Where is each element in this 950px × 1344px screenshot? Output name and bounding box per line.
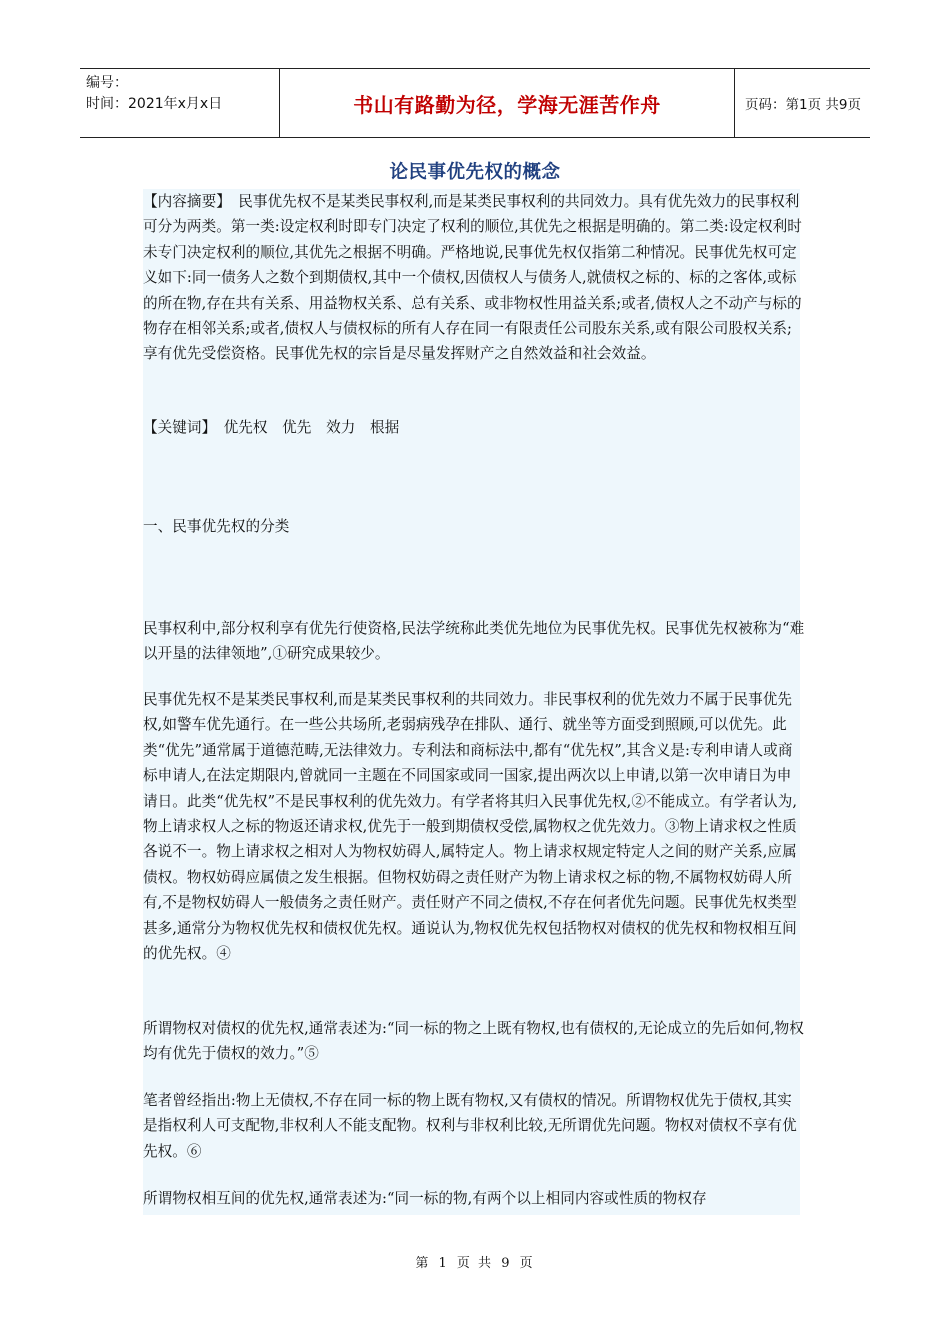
header-motto: 书山有路勤为径，学海无涯苦作舟: [280, 69, 735, 137]
body-paragraph: 笔者曾经指出:物上无债权,不存在同一标的物上既有物权,又有债权的情况。所谓物权优先于债权,其实是指权利人可支配物,非权利人不能支配物。权利与非权利比较,无所谓优先问题。物权对债权不享有优先权。⑥: [143, 1092, 797, 1160]
header-meta-cell: [80, 69, 280, 137]
footer-page-number: 1: [438, 1256, 449, 1271]
header-page-label: 页码：第1页 共9页: [745, 97, 861, 113]
keywords-line: 【关键词】 优先权 优先 效力 根据: [143, 419, 400, 436]
page-footer: [0, 1252, 950, 1271]
abstract-paragraph: 【内容摘要】 民事优先权不是某类民事权利,而是某类民事权利的共同效力。具有优先效力的民事权利可分为两类。第一类:设定权利时即专门决定了权利的顺位,其优先之根据是明确的。第二类:设定权利时未专门决定权利的顺位,其优先之根据不明确。严格地说,民事优先权仅指第二种情况。民事优先权可定义如下:同一债务人之数个到期债权,其中一个债权,因债权人与债务人,就债权之标的、标的之客体,或标的所在物,存在共有关系、用益物权关系、总有关系、或非物权性用益关系;或者,债权人之不动产与标的物存在相邻关系;或者,债权人与债权标的所有人存在同一有限责任公司股东关系,或有限公司股权关系;享有优先受偿资格。民事优先权的宗旨是尽量发挥财产之自然效益和社会效益。: [143, 193, 802, 363]
body-paragraph: 所谓物权对债权的优先权,通常表述为:“同一标的物之上既有物权,也有债权的,无论成立的先后如何,物权均有优先于债权的效力。”⑤: [143, 1020, 804, 1063]
footer-suffix: 页: [519, 1256, 535, 1271]
body-paragraph: 民事优先权不是某类民事权利,而是某类民事权利的共同效力。非民事权利的优先效力不属于民事优先权,如警车优先通行。在一些公共场所,老弱病残孕在排队、通行、就坐等方面受到照顾,可以优先。此类“优先”通常属于道德范畴,无法律效力。专利法和商标法中,都有“优先权”,其含义是:专利申请人或商标申请人,在法定期限内,曾就同一主题在不同国家或同一国家,提出两次以上申请,以第一次申请日为申请日。此类“优先权”不是民事权利的优先效力。有学者将其归入民事优先权,②不能成立。有学者认为,物上请求权人之标的物返还请求权,优先于一般到期债权受偿,属物权之优先效力。③物上请求权之性质各说不一。物上请求权之相对人为物权妨碍人,属特定人。物上请求权规定特定人之间的财产关系,应属债权。物权妨碍应属债之发生根据。但物权妨碍之责任财产为物上请求权之标的物,不属物权妨碍人所有,不是物权妨碍人一般债务之责任财产。责任财产不同之债权,不存在何者优先问题。民事优先权类型甚多,通常分为物权优先权和债权优先权。通说认为,物权优先权包括物权对债权的优先权和物权相互间的优先权。④: [143, 691, 798, 963]
document-time-label: 时间：2021年x月x日: [86, 96, 223, 112]
section-heading: 一、民事优先权的分类: [143, 518, 290, 535]
document-body: [143, 189, 805, 1215]
footer-mid: 页 共: [456, 1256, 494, 1271]
footer-page-total: 9: [501, 1256, 512, 1271]
document-number-label: 编号：: [86, 75, 128, 91]
body-paragraph: 所谓物权相互间的优先权,通常表述为:“同一标的物,有两个以上相同内容或性质的物权存: [143, 1190, 707, 1207]
document-title: 论民事优先权的概念: [389, 162, 561, 183]
header-table: [80, 68, 870, 138]
body-paragraph: 民事权利中,部分权利享有优先行使资格,民法学统称此类优先地位为民事优先权。民事优先权被称为“难以开垦的法律领地”,①研究成果较少。: [143, 620, 805, 663]
footer-prefix: 第: [415, 1256, 431, 1271]
